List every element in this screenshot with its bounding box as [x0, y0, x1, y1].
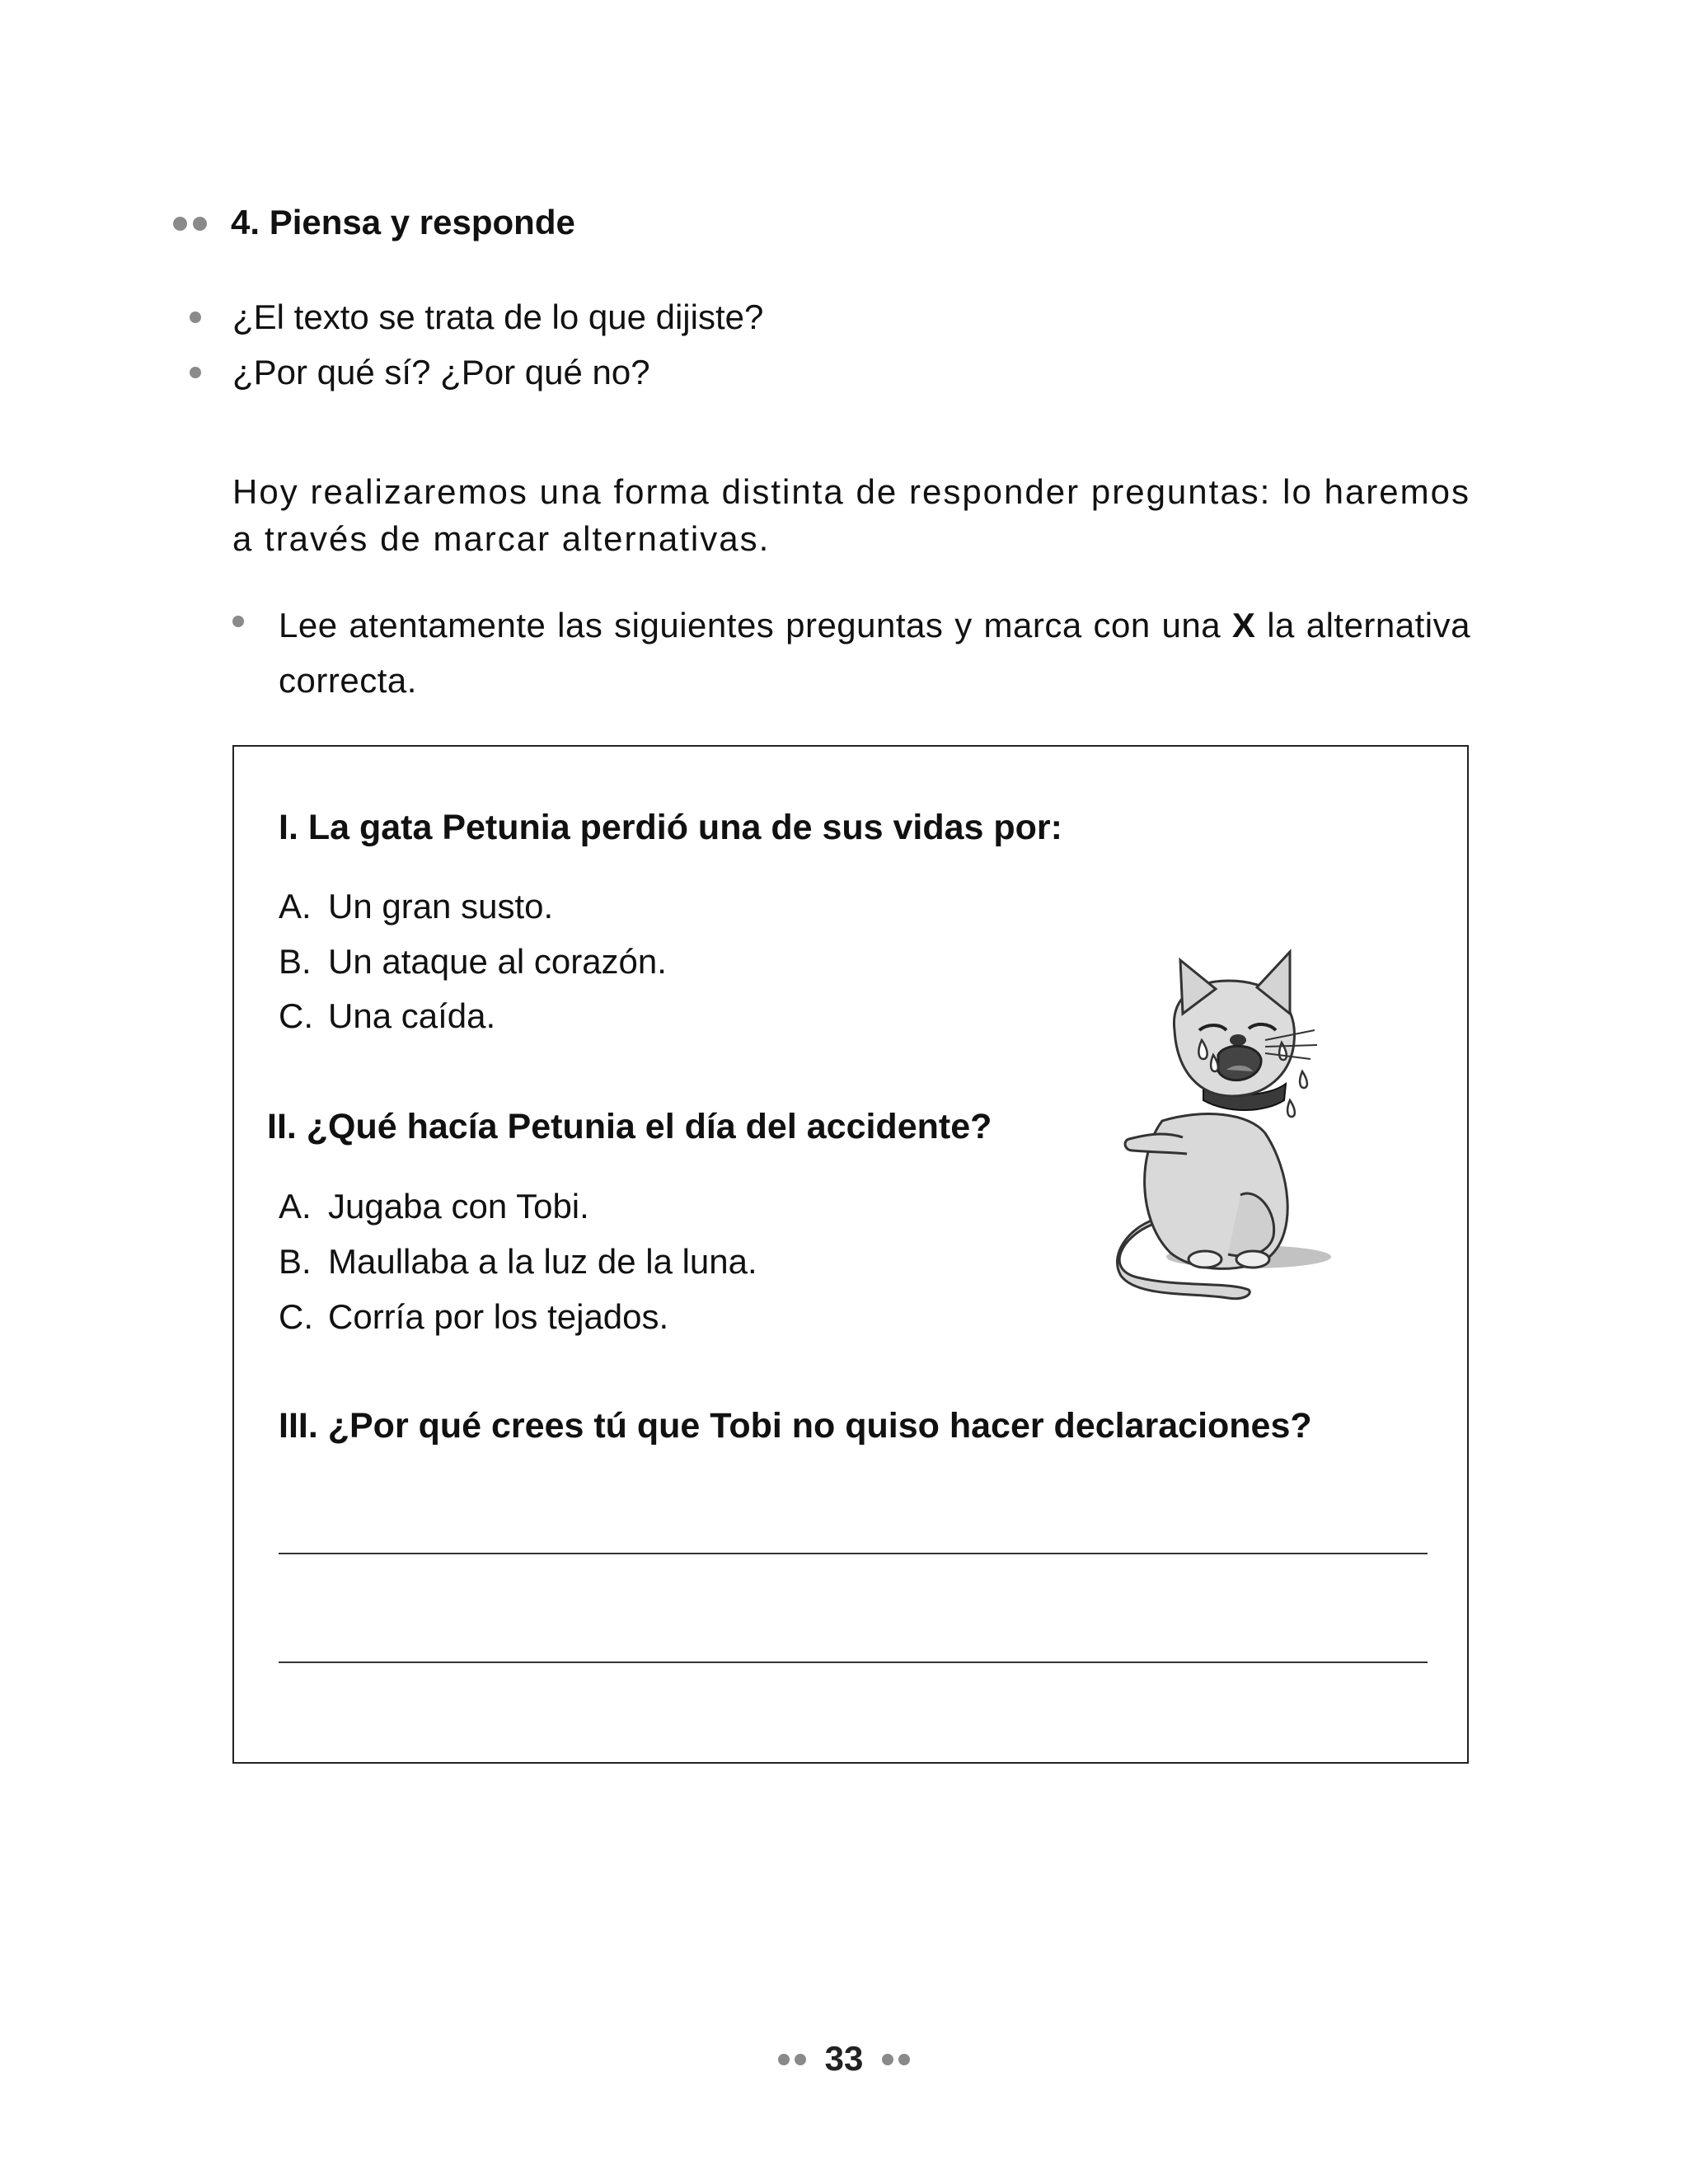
option-item [279, 991, 495, 1041]
option-item [279, 937, 667, 987]
intro-paragraph: Hoy realizaremos una forma distinta de responder preguntas: lo haremos a través de marcar alternativas. [232, 472, 1470, 558]
option-text: Una caída. [328, 996, 496, 1035]
bullet-dot-icon [232, 616, 244, 627]
option-item [279, 882, 553, 931]
option-letter: B. [279, 942, 312, 981]
question-title: III. ¿Por qué crees tú que Tobi no quiso hacer declaraciones? [279, 1406, 1312, 1446]
option-letter: B. [279, 1242, 312, 1281]
header-dot-icon [193, 217, 207, 231]
option-item [279, 1292, 668, 1342]
bullet-text: ¿El texto se trata de lo que dijiste? [232, 298, 764, 336]
page-number [778, 2034, 910, 2083]
question-title: I. La gata Petunia perdió una de sus vidas por: [279, 808, 1062, 847]
bullet-dot-icon [190, 312, 201, 323]
option-letter: A. [279, 1187, 312, 1226]
answer-line[interactable] [279, 1553, 1428, 1554]
bullet-item [232, 293, 763, 341]
page-number-text: 33 [824, 2039, 864, 2078]
instruction-text-end: la alternativa correcta. [279, 606, 1470, 700]
option-letter: C. [279, 1297, 313, 1336]
header-dot-icon [173, 217, 187, 231]
option-letter: C. [279, 996, 313, 1035]
option-item [279, 1182, 589, 1231]
question-title: II. ¿Qué hacía Petunia el día del accidente? [267, 1107, 992, 1146]
instruction-mark: X [1231, 606, 1256, 644]
page-dot-icon [882, 2054, 893, 2065]
option-text: Un gran susto. [328, 887, 554, 926]
answer-line[interactable] [279, 1661, 1428, 1663]
instruction-paragraph [279, 598, 1470, 708]
option-text: Maullaba a la luz de la luna. [328, 1242, 757, 1281]
option-item [279, 1237, 757, 1286]
page-dot-icon [898, 2054, 910, 2065]
option-letter: A. [279, 887, 312, 926]
option-text: Corría por los tejados. [328, 1297, 669, 1336]
bullet-dot-icon [190, 367, 201, 378]
option-text: Un ataque al corazón. [328, 942, 667, 981]
bullet-text: ¿Por qué sí? ¿Por qué no? [232, 353, 650, 391]
instruction-text: Lee atentamente las siguientes preguntas y marca con una [279, 606, 1232, 644]
crying-cat-icon [1104, 948, 1343, 1310]
bullet-item [232, 349, 650, 396]
section-title: 4. Piensa y responde [231, 203, 575, 241]
option-text: Jugaba con Tobi. [328, 1187, 589, 1226]
